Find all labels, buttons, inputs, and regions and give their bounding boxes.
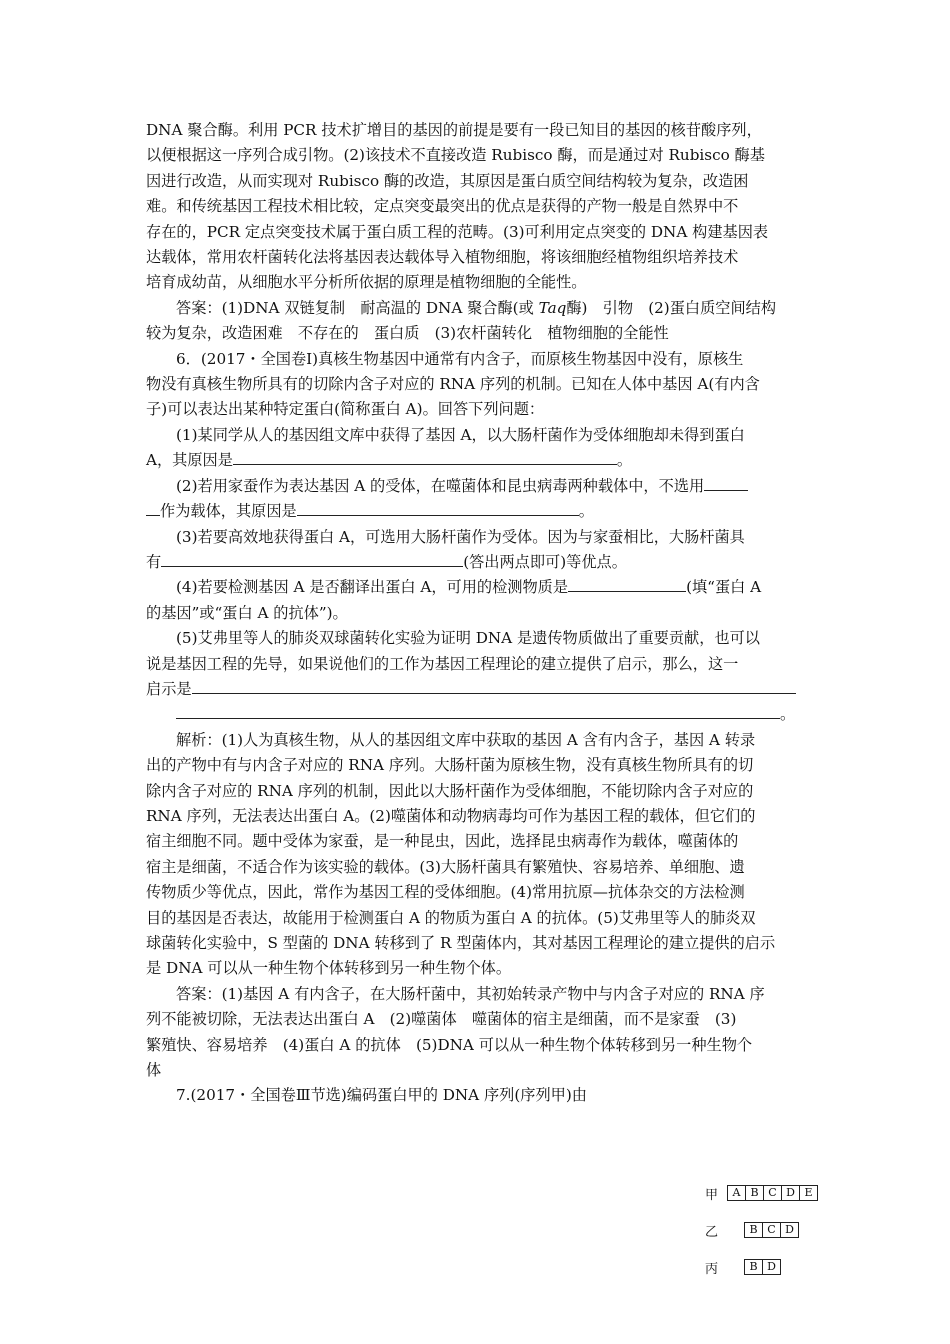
text: 启示是 bbox=[146, 679, 192, 698]
text: (答出两点即可)等优点。 bbox=[463, 552, 627, 571]
document-page bbox=[146, 118, 810, 1109]
text-line: 传物质少等优点，因此，常作为基因工程的受体细胞。(4)常用抗原—抗体杂交的方法检测 bbox=[146, 883, 745, 902]
subquestion-4-cont: 的基因”或“蛋白 A 的抗体”)。 bbox=[146, 603, 348, 622]
segment-cell: E bbox=[799, 1186, 817, 1200]
answer-line: 繁殖快、容易培养 (4)蛋白 A 的抗体 (5)DNA 可以从一种生物个体转移到另一种生物个 bbox=[146, 1035, 753, 1054]
text: 。 bbox=[578, 502, 594, 521]
segment-cell: D bbox=[781, 1186, 799, 1200]
subquestion-4 bbox=[146, 575, 810, 600]
segment-cell: C bbox=[763, 1186, 781, 1200]
answer-blank-5b[interactable] bbox=[176, 703, 780, 719]
segment-cell: C bbox=[762, 1223, 780, 1237]
segment-cell: B bbox=[745, 1186, 763, 1200]
text: (填“蛋白 A bbox=[686, 578, 762, 597]
sequence-box bbox=[744, 1259, 781, 1275]
answer-blank-2a-cont[interactable] bbox=[146, 500, 160, 516]
taq-italic: Taq bbox=[538, 298, 567, 317]
answer-blank-3[interactable] bbox=[161, 551, 463, 567]
text-line: 球菌转化实验中，S 型菌的 DNA 转移到了 R 型菌体内，其对基因工程理论的建立提供的启示 bbox=[146, 934, 776, 952]
text: 。 bbox=[616, 451, 633, 470]
subquestion-1-cont bbox=[146, 448, 810, 473]
subquestion-2-cont bbox=[146, 499, 810, 524]
subquestion-5-cont bbox=[146, 702, 810, 727]
row-label: 丙 bbox=[705, 1261, 719, 1277]
text-line: DNA 聚合酶。利用 PCR 技术扩增目的基因的前提是要有一段已知目的基因的核苷酸序列， bbox=[146, 121, 762, 139]
sequence-row-jia bbox=[705, 1184, 818, 1202]
answer-blank-5a[interactable] bbox=[192, 678, 796, 694]
segment-cell: D bbox=[780, 1223, 798, 1237]
answer-blank-2a[interactable] bbox=[704, 475, 748, 491]
question-stem-line: 物没有真核生物所具有的切除内含子对应的 RNA 序列的机制。已知在人体中基因 A(有内含 bbox=[146, 375, 760, 394]
answer-text: 酶) 引物 (2)蛋白质空间结构 bbox=[566, 298, 777, 317]
text: 。 bbox=[780, 705, 796, 724]
subquestion-1: (1)某同学从人的基因组文库中获得了基因 A，以大肠杆菌作为受体细胞却未得到蛋白 bbox=[176, 425, 745, 444]
subquestion-3-cont bbox=[146, 550, 810, 575]
answer-line: 体 bbox=[146, 1061, 162, 1080]
subquestion-3: (3)若要高效地获得蛋白 A，可选用大肠杆菌作为受体。因为与家蚕相比，大肠杆菌具 bbox=[176, 527, 745, 546]
answer-blank-1[interactable] bbox=[233, 449, 617, 465]
subquestion-5: (5)艾弗里等人的肺炎双球菌转化实验为证明 DNA 是遗传物质做出了重要贡献，也可以 bbox=[176, 629, 760, 648]
answer-line: 答案：(1)基因 A 有内含子，在大肠杆菌中，其初始转录产物中与内含子对应的 RNA 序 bbox=[176, 984, 765, 1003]
text-line: 存在的，PCR 定点突变技术属于蛋白质工程的范畴。(3)可利用定点突变的 DNA 构建基因表 bbox=[146, 222, 769, 241]
answer-blank-2b[interactable] bbox=[297, 500, 579, 516]
text-line: 宿主是细菌，不适合作为该实验的载体。(3)大肠杆菌具有繁殖快、容易培养、单细胞、遗 bbox=[146, 857, 745, 876]
question-stem-line: 6．(2017・全国卷Ⅰ)真核生物基因中通常有内含子，而原核生物基因中没有，原核生 bbox=[176, 349, 744, 368]
answer-5 bbox=[146, 296, 810, 347]
text: (4)若要检测基因 A 是否翻译出蛋白 A，可用的检测物质是 bbox=[176, 578, 569, 597]
answer-6 bbox=[146, 982, 810, 1084]
segment-cell: B bbox=[749, 1260, 758, 1273]
text: 作为载体，其原因是 bbox=[160, 502, 297, 521]
text: A，其原因是 bbox=[146, 451, 233, 470]
answer-line: 较为复杂，改造困难 不存在的 蛋白质 (3)农杆菌转化 植物细胞的全能性 bbox=[146, 324, 669, 343]
text: 有 bbox=[146, 552, 162, 571]
text-line: 出的产物中有与内含子对应的 RNA 序列。大肠杆菌为原核生物，没有真核生物所具有的切 bbox=[146, 756, 754, 775]
text-line: RNA 序列，无法表达出蛋白 A。(2)噬菌体和动物病毒均可作为基因工程的载体，但它们的 bbox=[146, 806, 756, 825]
subquestion-2 bbox=[146, 474, 810, 499]
text-line: 解析：(1)人为真核生物，从人的基因组文库中获取的基因 A 含有内含子，基因 A 转录 bbox=[176, 730, 756, 749]
text-line: 难。和传统基因工程技术相比较，定点突变最突出的优点是获得的产物一般是自然界中不 bbox=[146, 197, 739, 216]
dna-sequence-figure bbox=[705, 1182, 835, 1282]
subquestion-5-cont: 说是基因工程的先导，如果说他们的工作为基因工程理论的建立提供了启示，那么，这一 bbox=[146, 654, 739, 673]
segment-cell: A bbox=[732, 1186, 741, 1199]
text-line: 以便根据这一序列合成引物。(2)该技术不直接改造 Rubisco 酶，而是通过对 Rubisco 酶基 bbox=[146, 146, 765, 165]
question-stem-line: 子)可以表达出某种特定蛋白(简称蛋白 A)。回答下列问题： bbox=[146, 400, 545, 419]
question-6 bbox=[146, 347, 810, 728]
segment-cell: B bbox=[749, 1223, 758, 1236]
row-label: 乙 bbox=[705, 1224, 719, 1240]
text: (2)若用家蚕作为表达基因 A 的受体，在噬菌体和昆虫病毒两种载体中，不选用 bbox=[176, 476, 705, 495]
text-line: 培育成幼苗，从细胞水平分析所依据的原理是植物细胞的全能性。 bbox=[146, 273, 587, 292]
question-7-stem: 7.(2017・全国卷Ⅲ节选)编码蛋白甲的 DNA 序列(序列甲)由 bbox=[176, 1086, 587, 1105]
sequence-box bbox=[744, 1222, 799, 1238]
answer-text: 答案：(1)DNA 双链复制 耐高温的 DNA 聚合酶(或 bbox=[176, 298, 539, 317]
sequence-row-bing bbox=[705, 1258, 781, 1276]
text-line: 宿主细胞不同。题中受体为家蚕，是一种昆虫，因此，选择昆虫病毒作为载体，噬菌体的 bbox=[146, 832, 739, 851]
segment-cell: D bbox=[762, 1260, 780, 1274]
answer-line bbox=[146, 296, 810, 321]
analysis-6 bbox=[146, 728, 810, 982]
answer-blank-4[interactable] bbox=[568, 576, 686, 592]
row-label: 甲 bbox=[705, 1187, 719, 1203]
text-line: 目的基因是否表达，故能用于检测蛋白 A 的物质为蛋白 A 的抗体。(5)艾弗里等人的肺炎双 bbox=[146, 908, 756, 927]
text-line: 因进行改造，从而实现对 Rubisco 酶的改造，其原因是蛋白质空间结构较为复杂，改造困 bbox=[146, 171, 749, 190]
text-line: 除内含子对应的 RNA 序列的机制，因此以大肠杆菌作为受体细胞，不能切除内含子对应的 bbox=[146, 781, 754, 800]
text-line: 达载体，常用农杆菌转化法将基因表达载体导入植物细胞，将该细胞经植物组织培养技术 bbox=[146, 248, 739, 267]
answer-line: 列不能被切除，无法表达出蛋白 A (2)噬菌体 噬菌体的宿主是细菌，而不是家蚕 (3) bbox=[146, 1010, 737, 1029]
subquestion-5-cont bbox=[146, 677, 810, 702]
text-line: 是 DNA 可以从一种生物个体转移到另一种生物个体。 bbox=[146, 959, 512, 978]
sequence-row-yi bbox=[705, 1221, 799, 1239]
sequence-box bbox=[727, 1185, 818, 1201]
analysis-5 bbox=[146, 118, 810, 296]
